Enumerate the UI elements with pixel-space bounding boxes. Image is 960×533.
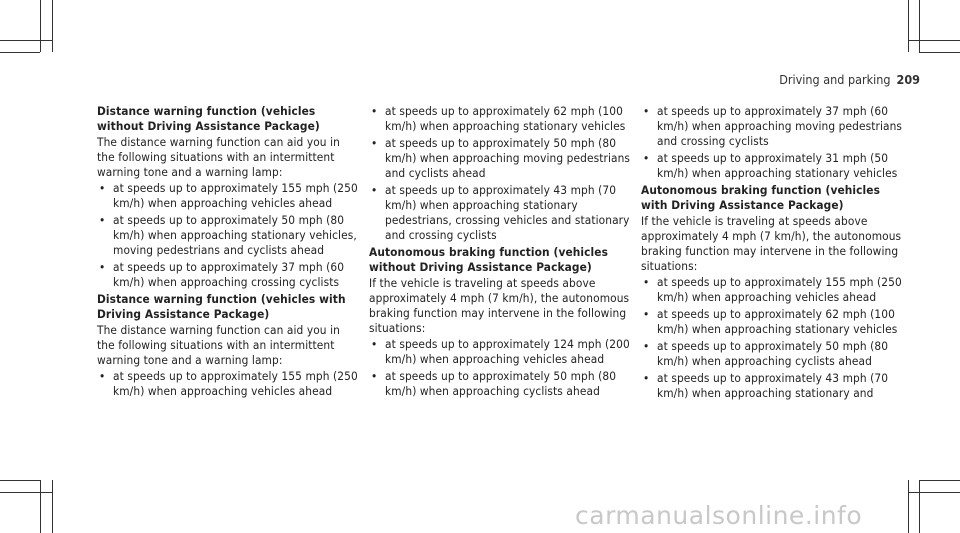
list-item-text: at speeds up to approximately 155 mph (250 km/h) when approaching vehicles ahead: [657, 275, 902, 304]
crop-mark: [908, 40, 960, 41]
bullet-icon: •: [643, 151, 650, 165]
crop-mark: [908, 480, 909, 533]
list-item: [641, 339, 903, 369]
page-header: [779, 72, 920, 87]
bullet-icon: •: [643, 104, 650, 118]
list-item-text: at speeds up to approximately 43 mph (70 km/h) when approaching stationary and: [657, 371, 889, 400]
text-column-right: [641, 104, 903, 403]
bullet-icon: •: [643, 339, 650, 353]
crop-mark: [0, 492, 52, 493]
text-column-left: [97, 104, 359, 401]
crop-mark: [0, 52, 40, 53]
list-item-text: at speeds up to approximately 50 mph (80 km/h) when approaching moving pedestrians and cyclists ahead: [385, 136, 631, 180]
list-item-text: at speeds up to approximately 62 mph (100 km/h) when approaching stationary vehicles: [657, 307, 898, 336]
crop-mark: [0, 480, 40, 481]
list-item: [369, 369, 631, 399]
bullet-icon: •: [99, 213, 106, 227]
list-item-text: at speeds up to approximately 37 mph (60 km/h) when approaching moving pedestrians and crossing cyclists: [657, 104, 903, 148]
list-item: [369, 337, 631, 367]
list-item: [97, 181, 359, 211]
page-number: 209: [896, 72, 920, 87]
crop-mark: [919, 480, 920, 533]
bullet-icon: •: [643, 307, 650, 321]
list-item: [641, 104, 903, 149]
crop-mark: [0, 40, 52, 41]
crop-mark: [40, 480, 41, 533]
list-item: [369, 183, 631, 243]
bullet-list: [369, 104, 631, 243]
paragraph: If the vehicle is traveling at speeds above approximately 4 mph (7 km/h), the autonomous braking function may intervene in the following situations:: [369, 276, 630, 335]
crop-mark: [52, 480, 53, 533]
crop-mark: [919, 0, 920, 52]
section-heading: Distance warning function (vehicles with Driving Assistance Package): [97, 292, 346, 321]
paragraph: The distance warning function can aid you in the following situations with an intermittent warning tone and a warning lamp:: [97, 135, 340, 179]
watermark: carmanualsonline.info: [575, 501, 863, 530]
crop-mark: [908, 492, 960, 493]
section-title: Driving and parking: [779, 72, 891, 87]
bullet-icon: •: [99, 181, 106, 195]
crop-mark: [919, 480, 960, 481]
crop-mark: [52, 0, 53, 52]
bullet-list: [97, 369, 359, 399]
bullet-icon: •: [99, 260, 106, 274]
bullet-icon: •: [371, 136, 378, 150]
list-item: [641, 307, 903, 337]
list-item-text: at speeds up to approximately 37 mph (60 km/h) when approaching crossing cyclists: [113, 260, 345, 289]
bullet-list: [641, 104, 903, 181]
list-item-text: at speeds up to approximately 155 mph (250 km/h) when approaching vehicles ahead: [113, 181, 358, 210]
bullet-list: [97, 181, 359, 290]
text-column-middle: [369, 104, 631, 401]
section-heading: Autonomous braking function (vehicles without Driving Assistance Package): [369, 245, 609, 274]
crop-mark: [908, 0, 909, 52]
list-item: [641, 151, 903, 181]
bullet-icon: •: [643, 371, 650, 385]
list-item: [641, 371, 903, 401]
bullet-icon: •: [371, 337, 378, 351]
list-item-text: at speeds up to approximately 50 mph (80 km/h) when approaching stationary vehicles, moving pedestrians and cyclists ahead: [113, 213, 357, 257]
bullet-icon: •: [371, 104, 378, 118]
list-item: [369, 136, 631, 181]
list-item-text: at speeds up to approximately 31 mph (50 km/h) when approaching stationary vehicles: [657, 151, 898, 180]
list-item-text: at speeds up to approximately 124 mph (200 km/h) when approaching vehicles ahead: [385, 337, 630, 366]
list-item-text: at speeds up to approximately 43 mph (70 km/h) when approaching stationary pedestrians, crossing vehicles and stationary and crossing cyclists: [385, 183, 630, 242]
list-item: [97, 369, 359, 399]
paragraph: If the vehicle is traveling at speeds above approximately 4 mph (7 km/h), the autonomous braking function may intervene in the following situations:: [641, 214, 902, 273]
list-item-text: at speeds up to approximately 50 mph (80 km/h) when approaching cyclists ahead: [657, 339, 889, 368]
list-item: [97, 260, 359, 290]
crop-mark: [40, 0, 41, 52]
list-item: [369, 104, 631, 134]
bullet-list: [369, 337, 631, 399]
bullet-list: [641, 275, 903, 401]
bullet-icon: •: [371, 369, 378, 383]
list-item: [97, 213, 359, 258]
list-item-text: at speeds up to approximately 50 mph (80 km/h) when approaching cyclists ahead: [385, 369, 617, 398]
crop-mark: [919, 52, 960, 53]
list-item-text: at speeds up to approximately 155 mph (250 km/h) when approaching vehicles ahead: [113, 369, 358, 398]
bullet-icon: •: [371, 183, 378, 197]
bullet-icon: •: [99, 369, 106, 383]
paragraph: The distance warning function can aid you in the following situations with an intermittent warning tone and a warning lamp:: [97, 323, 340, 367]
list-item-text: at speeds up to approximately 62 mph (100 km/h) when approaching stationary vehicles: [385, 104, 626, 133]
section-heading: Distance warning function (vehicles without Driving Assistance Package): [97, 104, 320, 133]
bullet-icon: •: [643, 275, 650, 289]
section-heading: Autonomous braking function (vehicles with Driving Assistance Package): [641, 183, 881, 212]
list-item: [641, 275, 903, 305]
